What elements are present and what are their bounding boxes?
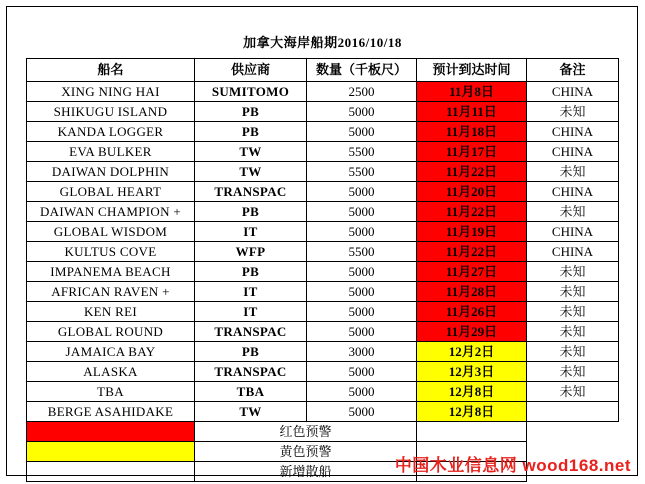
cell-quantity: 5500 (306, 242, 416, 262)
cell-remark: CHINA (526, 142, 618, 162)
cell-quantity: 5000 (306, 382, 416, 402)
cell-quantity: 5500 (306, 142, 416, 162)
cell-eta: 12月3日 (416, 362, 526, 382)
table-row (26, 222, 618, 242)
cell-ship: GLOBAL ROUND (26, 322, 194, 342)
cell-supplier: TRANSPAC (194, 182, 306, 202)
cell-quantity: 5000 (306, 282, 416, 302)
cell-ship: GLOBAL WISDOM (26, 222, 194, 242)
cell-quantity: 5000 (306, 102, 416, 122)
cell-remark: 未知 (526, 102, 618, 122)
cell-ship: SHIKUGU ISLAND (26, 102, 194, 122)
cell-supplier: TBA (194, 382, 306, 402)
cell-remark: 未知 (526, 382, 618, 402)
table-row (26, 362, 618, 382)
header-row (26, 59, 618, 82)
cell-eta: 11月22日 (416, 162, 526, 182)
legend-label-red: 红色预警 (194, 422, 416, 442)
cell-supplier: PB (194, 202, 306, 222)
table-row (26, 122, 618, 142)
watermark: 中国木业信息网 wood168.net (394, 456, 631, 475)
table-row (26, 242, 618, 262)
cell-remark: CHINA (526, 242, 618, 262)
table-row (26, 402, 618, 422)
cell-ship: DAIWAN CHAMPION + (26, 202, 194, 222)
cell-quantity: 5000 (306, 302, 416, 322)
cell-supplier: PB (194, 342, 306, 362)
cell-supplier: TW (194, 402, 306, 422)
table-row (26, 142, 618, 162)
legend-label-yellow: 黄色预警 (194, 442, 416, 462)
cell-eta: 12月8日 (416, 402, 526, 422)
cell-quantity: 3000 (306, 342, 416, 362)
cell-supplier: WFP (194, 242, 306, 262)
cell-eta: 12月2日 (416, 342, 526, 362)
cell-remark: 未知 (526, 282, 618, 302)
cell-supplier: TRANSPAC (194, 362, 306, 382)
cell-remark: 未知 (526, 262, 618, 282)
cell-ship: DAIWAN DOLPHIN (26, 162, 194, 182)
cell-remark (526, 402, 618, 422)
legend-label-new: 新增散船 (194, 462, 416, 482)
cell-eta: 11月26日 (416, 302, 526, 322)
cell-eta: 11月22日 (416, 242, 526, 262)
cell-ship: KANDA LOGGER (26, 122, 194, 142)
table-row (26, 182, 618, 202)
cell-supplier: SUMITOMO (194, 82, 306, 102)
column-header-quantity: 数量（千板尺） (306, 59, 416, 82)
legend-spacer-remark (526, 422, 618, 442)
cell-ship: EVA BULKER (26, 142, 194, 162)
cell-quantity: 5000 (306, 182, 416, 202)
cell-remark: CHINA (526, 222, 618, 242)
cell-quantity: 5000 (306, 222, 416, 242)
shipping-schedule-table (26, 28, 619, 482)
cell-ship: BERGE ASAHIDAKE (26, 402, 194, 422)
table-row (26, 262, 618, 282)
cell-ship: KEN REI (26, 302, 194, 322)
table-row (26, 302, 618, 322)
table-row (26, 342, 618, 362)
table-row (26, 102, 618, 122)
table-row (26, 282, 618, 302)
cell-quantity: 5000 (306, 362, 416, 382)
legend-swatch-yellow (26, 442, 194, 462)
column-header-remark: 备注 (526, 59, 618, 82)
cell-supplier: IT (194, 282, 306, 302)
legend-swatch-red (26, 422, 194, 442)
cell-eta: 11月27日 (416, 262, 526, 282)
cell-remark: CHINA (526, 122, 618, 142)
cell-ship: GLOBAL HEART (26, 182, 194, 202)
cell-eta: 11月11日 (416, 102, 526, 122)
cell-eta: 11月19日 (416, 222, 526, 242)
table-row (26, 322, 618, 342)
column-header-ship: 船名 (26, 59, 194, 82)
legend-swatch-none (26, 462, 194, 482)
cell-supplier: PB (194, 122, 306, 142)
legend-row-red (26, 422, 618, 442)
cell-ship: XING NING HAI (26, 82, 194, 102)
cell-quantity: 5000 (306, 122, 416, 142)
cell-remark: CHINA (526, 82, 618, 102)
page-title: 加拿大海岸船期2016/10/18 (243, 35, 402, 50)
cell-supplier: PB (194, 102, 306, 122)
cell-eta: 11月22日 (416, 202, 526, 222)
cell-supplier: IT (194, 302, 306, 322)
cell-ship: JAMAICA BAY (26, 342, 194, 362)
cell-quantity: 5500 (306, 162, 416, 182)
cell-remark: 未知 (526, 162, 618, 182)
cell-quantity: 5000 (306, 202, 416, 222)
cell-remark: CHINA (526, 182, 618, 202)
column-header-supplier: 供应商 (194, 59, 306, 82)
cell-remark: 未知 (526, 342, 618, 362)
cell-ship: TBA (26, 382, 194, 402)
cell-supplier: IT (194, 222, 306, 242)
cell-ship: ALASKA (26, 362, 194, 382)
cell-supplier: TW (194, 142, 306, 162)
cell-remark: 未知 (526, 322, 618, 342)
cell-quantity: 5000 (306, 402, 416, 422)
cell-quantity: 5000 (306, 322, 416, 342)
cell-eta: 11月20日 (416, 182, 526, 202)
cell-eta: 11月8日 (416, 82, 526, 102)
cell-remark: 未知 (526, 302, 618, 322)
cell-remark: 未知 (526, 362, 618, 382)
cell-supplier: TW (194, 162, 306, 182)
table-row (26, 202, 618, 222)
column-header-eta: 预计到达时间 (416, 59, 526, 82)
cell-eta: 11月18日 (416, 122, 526, 142)
cell-supplier: PB (194, 262, 306, 282)
table-row (26, 162, 618, 182)
cell-remark: 未知 (526, 202, 618, 222)
cell-ship: IMPANEMA BEACH (26, 262, 194, 282)
table-body (26, 28, 618, 482)
cell-eta: 11月29日 (416, 322, 526, 342)
table-row (26, 382, 618, 402)
title-row (26, 28, 618, 59)
cell-ship: AFRICAN RAVEN + (26, 282, 194, 302)
table-row (26, 82, 618, 102)
cell-eta: 12月8日 (416, 382, 526, 402)
cell-eta: 11月17日 (416, 142, 526, 162)
cell-quantity: 5000 (306, 262, 416, 282)
legend-spacer-eta (416, 422, 526, 442)
cell-supplier: TRANSPAC (194, 322, 306, 342)
cell-quantity: 2500 (306, 82, 416, 102)
cell-ship: KULTUS COVE (26, 242, 194, 262)
cell-eta: 11月28日 (416, 282, 526, 302)
